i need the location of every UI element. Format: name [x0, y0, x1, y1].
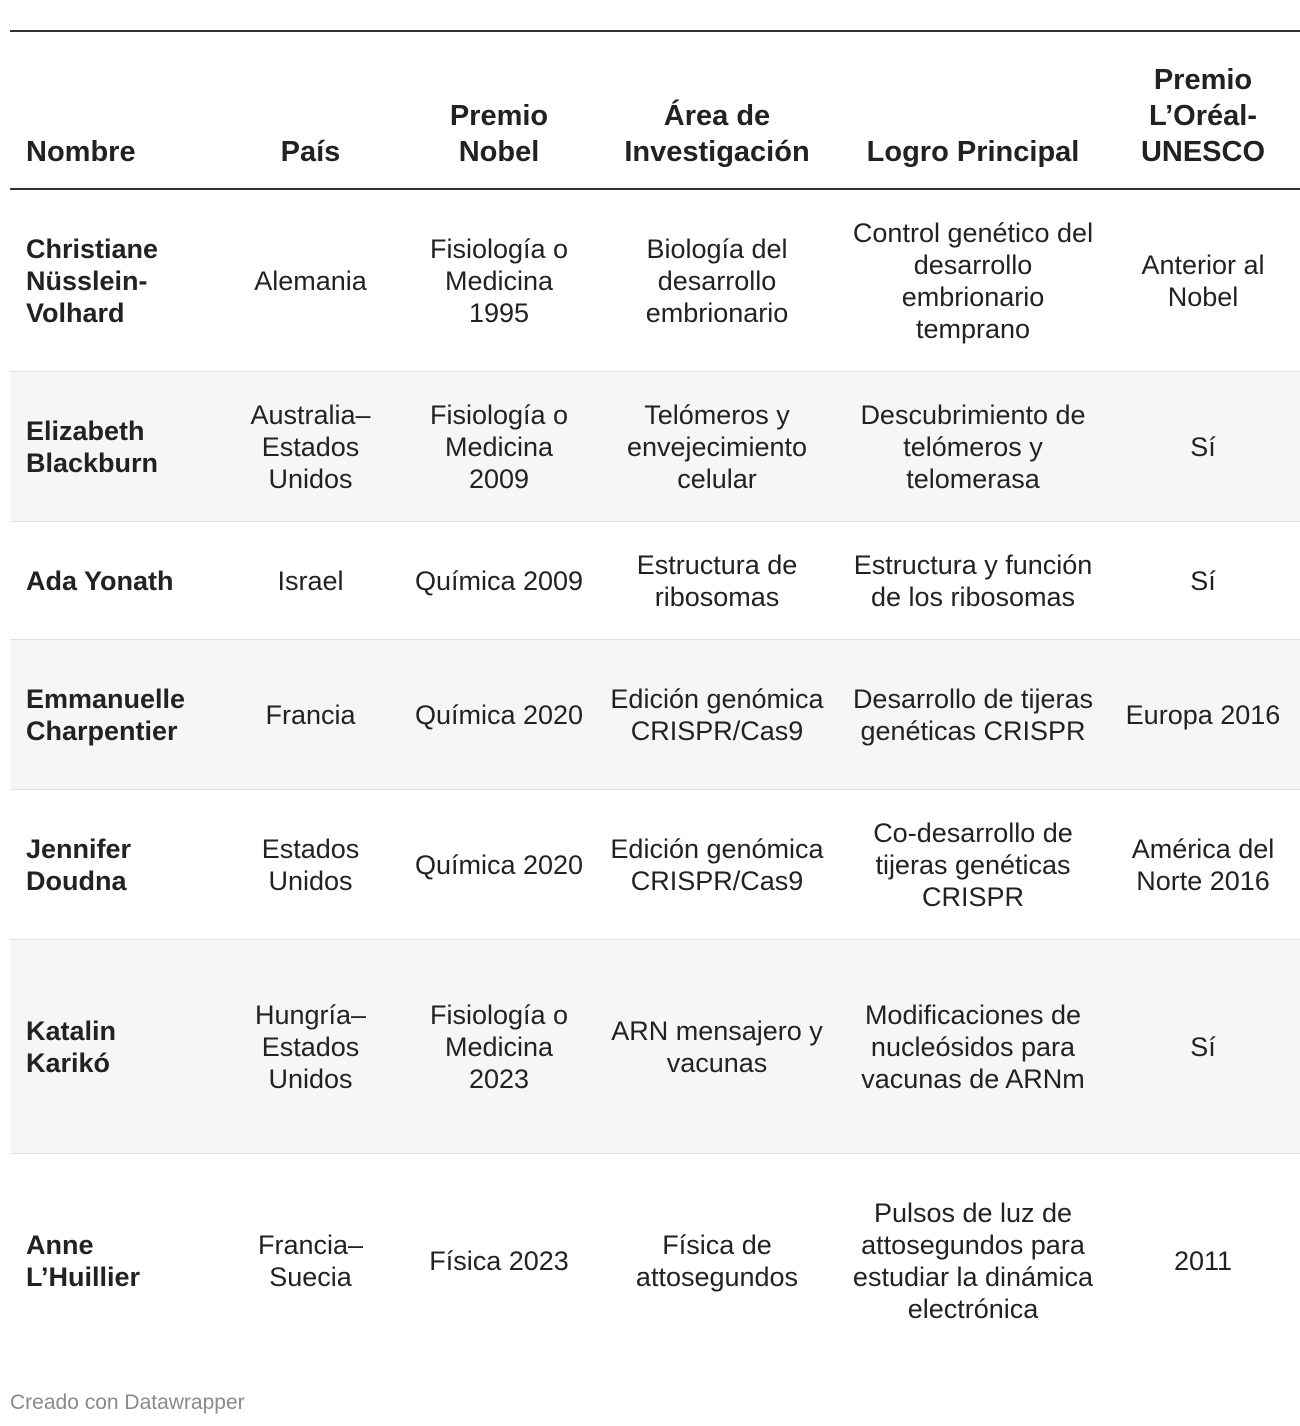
cell-area: ARN mensajero y vacunas: [594, 940, 840, 1154]
cell-area: Edición genómica CRISPR/Cas9: [594, 790, 840, 940]
cell-logro: Desarrollo de tijeras genéticas CRISPR: [840, 640, 1106, 790]
cell-pais: Estados Unidos: [217, 790, 404, 940]
table-row: [10, 1154, 1300, 1369]
column-header-nombre[interactable]: Nombre: [10, 31, 217, 189]
cell-nombre: Ada Yonath: [10, 522, 217, 640]
header-row: [10, 31, 1300, 189]
cell-logro: Control genético del desarrollo embrionario temprano: [840, 189, 1106, 372]
cell-area: Telómeros y envejecimiento celular: [594, 372, 840, 522]
cell-nobel: Fisiología o Medicina 2009: [404, 372, 594, 522]
cell-nombre: Christiane Nüsslein-Volhard: [10, 189, 217, 372]
cell-nombre: Emmanuelle Charpentier: [10, 640, 217, 790]
cell-pais: Francia: [217, 640, 404, 790]
cell-loreal: América del Norte 2016: [1106, 790, 1300, 940]
cell-pais: Francia–Suecia: [217, 1154, 404, 1369]
cell-loreal: Sí: [1106, 522, 1300, 640]
cell-area: Edición genómica CRISPR/Cas9: [594, 640, 840, 790]
datawrapper-credit[interactable]: Creado con Datawrapper: [10, 1391, 245, 1414]
cell-nobel: Química 2020: [404, 640, 594, 790]
cell-pais: Australia–Estados Unidos: [217, 372, 404, 522]
cell-loreal: Sí: [1106, 940, 1300, 1154]
cell-logro: Descubrimiento de telómeros y telomerasa: [840, 372, 1106, 522]
cell-loreal: Europa 2016: [1106, 640, 1300, 790]
cell-nombre: Katalin Karikó: [10, 940, 217, 1154]
table-row: [10, 940, 1300, 1154]
cell-loreal: Sí: [1106, 372, 1300, 522]
cell-nobel: Fisiología o Medicina 2023: [404, 940, 594, 1154]
cell-area: Estructura de ribosomas: [594, 522, 840, 640]
data-table-container: [10, 30, 1281, 1368]
cell-nobel: Fisiología o Medicina 1995: [404, 189, 594, 372]
table-row: [10, 640, 1300, 790]
cell-loreal: Anterior al Nobel: [1106, 189, 1300, 372]
table-row: [10, 790, 1300, 940]
cell-logro: Pulsos de luz de attosegundos para estudiar la dinámica electrónica: [840, 1154, 1106, 1369]
cell-nobel: Química 2009: [404, 522, 594, 640]
cell-area: Física de attosegundos: [594, 1154, 840, 1369]
cell-loreal: 2011: [1106, 1154, 1300, 1369]
cell-logro: Estructura y función de los ribosomas: [840, 522, 1106, 640]
cell-nombre: Elizabeth Blackburn: [10, 372, 217, 522]
cell-pais: Hungría–Estados Unidos: [217, 940, 404, 1154]
cell-nobel: Química 2020: [404, 790, 594, 940]
cell-area: Biología del desarrollo embrionario: [594, 189, 840, 372]
table-row: [10, 372, 1300, 522]
cell-pais: Israel: [217, 522, 404, 640]
table-row: [10, 189, 1300, 372]
column-header-nobel[interactable]: Premio Nobel: [404, 31, 594, 189]
column-header-pais[interactable]: País: [217, 31, 404, 189]
cell-pais: Alemania: [217, 189, 404, 372]
cell-nombre: Jennifer Doudna: [10, 790, 217, 940]
laureates-table: [10, 30, 1300, 1368]
cell-nobel: Física 2023: [404, 1154, 594, 1369]
cell-nombre: Anne L’Huillier: [10, 1154, 217, 1369]
column-header-logro[interactable]: Logro Principal: [840, 31, 1106, 189]
cell-logro: Modificaciones de nucleósidos para vacunas de ARNm: [840, 940, 1106, 1154]
table-row: [10, 522, 1300, 640]
column-header-area[interactable]: Área de Investigación: [594, 31, 840, 189]
column-header-loreal[interactable]: Premio L’Oréal-UNESCO: [1106, 31, 1300, 189]
cell-logro: Co-desarrollo de tijeras genéticas CRISPR: [840, 790, 1106, 940]
